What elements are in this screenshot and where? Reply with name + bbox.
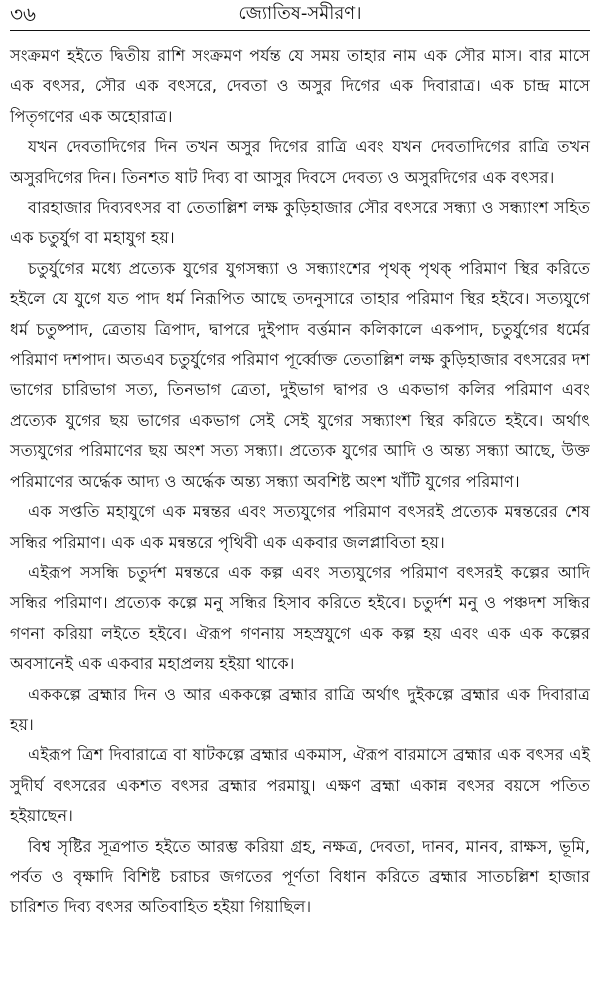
paragraph: এক সপ্ততি মহাযুগে এক মন্বন্তর এবং সত্যযুগের পরিমাণ বৎসরই প্রত্যেক মন্বন্তরের শেষ সন্ধির পরিমাণ। এক এক মন্বন্তরে পৃথিবী এক একবার জলপ্লাবিতা হয়।	[10, 502, 590, 552]
paragraph: এইরূপ ত্রিশ দিবারাত্রে বা ষাটকল্পে ব্রহ্মার একমাস, ঐরূপ বারমাসে ব্রহ্মার এক বৎসর এই সুদীর্ঘ বৎসরের একশত বৎসর ব্রহ্মার পরমায়ু। এক্ষণ ব্রহ্মা একান্ন বৎসর বয়সে পতিত হইয়াছেন।	[10, 745, 590, 826]
page-number: ৩৬	[10, 2, 37, 26]
paragraph: এককল্পে ব্রহ্মার দিন ও আর এককল্পে ব্রহ্মার রাত্রি অর্থাৎ দুইকল্পে ব্রহ্মার এক দিবারাত্র হয়।	[10, 684, 590, 734]
paragraph: বারহাজার দিব্যবৎসর বা তেতাল্লিশ লক্ষ কুড়িহাজার সৌর বৎসরে সন্ধ্যা ও সন্ধ্যাংশ সহিত এক চতুর্যুগ বা মহাযুগ হয়।	[10, 198, 590, 248]
paragraph: সংক্রমণ হইতে দ্বিতীয় রাশি সংক্রমণ পর্যন্ত যে সময় তাহার নাম এক সৌর মাস। বার মাসে এক বৎসর, সৌর এক বৎসরে, দেবতা ও অসুর দিগের এক দিবারাত্র। এক চান্দ্র মাসে পিতৃগণের এক অহোরাত্র।	[10, 46, 590, 126]
paragraph: এইরূপ সসন্ধি চতুর্দশ মন্বন্তরে এক কল্প এবং সত্যযুগের পরিমাণ বৎসরই কল্পের আদি সন্ধির পরিমাণ। প্রত্যেক কল্পে মনু সন্ধির হিসাব করিতে হইবে। চতুর্দশ মনু ও পঞ্চদশ সন্ধির গণনা করিয়া লইতে হইবে। ঐরূপ গণনায় সহস্রযুগে এক কল্প হয় এবং এক এক কল্পের অবসানেই এক একবার মহাপ্রলয় হইয়া থাকে।	[10, 562, 590, 674]
page-header	[10, 0, 590, 31]
paragraph: চতুর্যুগের মধ্যে প্রত্যেক যুগের যুগসন্ধ্যা ও সন্ধ্যাংশের পৃথক্ পৃথক্ পরিমাণ স্থির করিতে হইলে যে যুগে যত পাদ ধর্ম নিরূপিত আছে তদনুসারে তাহার পরিমাণ স্থির হইবে। সত্যযুগে ধর্ম চতুষ্পাদ, ত্রেতায় ত্রিপাদ, দ্বাপরে দুইপাদ বর্ত্তমান কলিকালে একপাদ, চতুর্যুগের ধর্মের পরিমাণ দশপাদ। অতএব চতুর্যুগের পরিমাণ পূর্ব্বোক্ত তেতাল্লিশ লক্ষ কুড়িহাজার বৎসরের দশ ভাগের চারিভাগ সত্য, তিনভাগ ত্রেতা, দুইভাগ দ্বাপর ও একভাগ কলির পরিমাণ এবং প্রত্যেক যুগের ছয় ভাগের একভাগ সেই সেই যুগের সন্ধ্যাংশ স্থির করিতে হইবে। অর্থাৎ সত্যযুগের পরিমাণের ছয় অংশ সত্য সন্ধ্যা। প্রত্যেক যুগের আদি ও অন্ত্য সন্ধ্যা আছে, উক্ত পরিমাণের অর্দ্ধেক আদ্য ও অর্দ্ধেক অন্ত্য সন্ধ্যা অবশিষ্ট অংশ খাঁটি যুগের পরিমাণ।	[10, 258, 590, 491]
paragraph: যখন দেবতাদিগের দিন তখন অসুর দিগের রাত্রি এবং যখন দেবতাদিগের রাত্রি তখন অসুরদিগের দিন। তিনশত ষাট দিব্য বা আসুর দিবসে দেবত্য ও অসুরদিগের এক বৎসর।	[10, 137, 590, 187]
paragraph: বিশ্ব সৃষ্টির সূত্রপাত হইতে আরম্ভ করিয়া গ্রহ, নক্ষত্র, দেবতা, দানব, মানব, রাক্ষস, ভূমি, পর্বত ও বৃক্ষাদি বিশিষ্ট চরাচর জগতের পূর্ণতা বিধান করিতে ব্রহ্মার সাতচল্লিশ হাজার চারিশত দিব্য বৎসর অতিবাহিত হইয়া গিয়াছিল।	[10, 836, 590, 917]
running-title: জ্যোতিষ-সমীরণ।	[238, 3, 362, 24]
body-text	[10, 41, 590, 923]
